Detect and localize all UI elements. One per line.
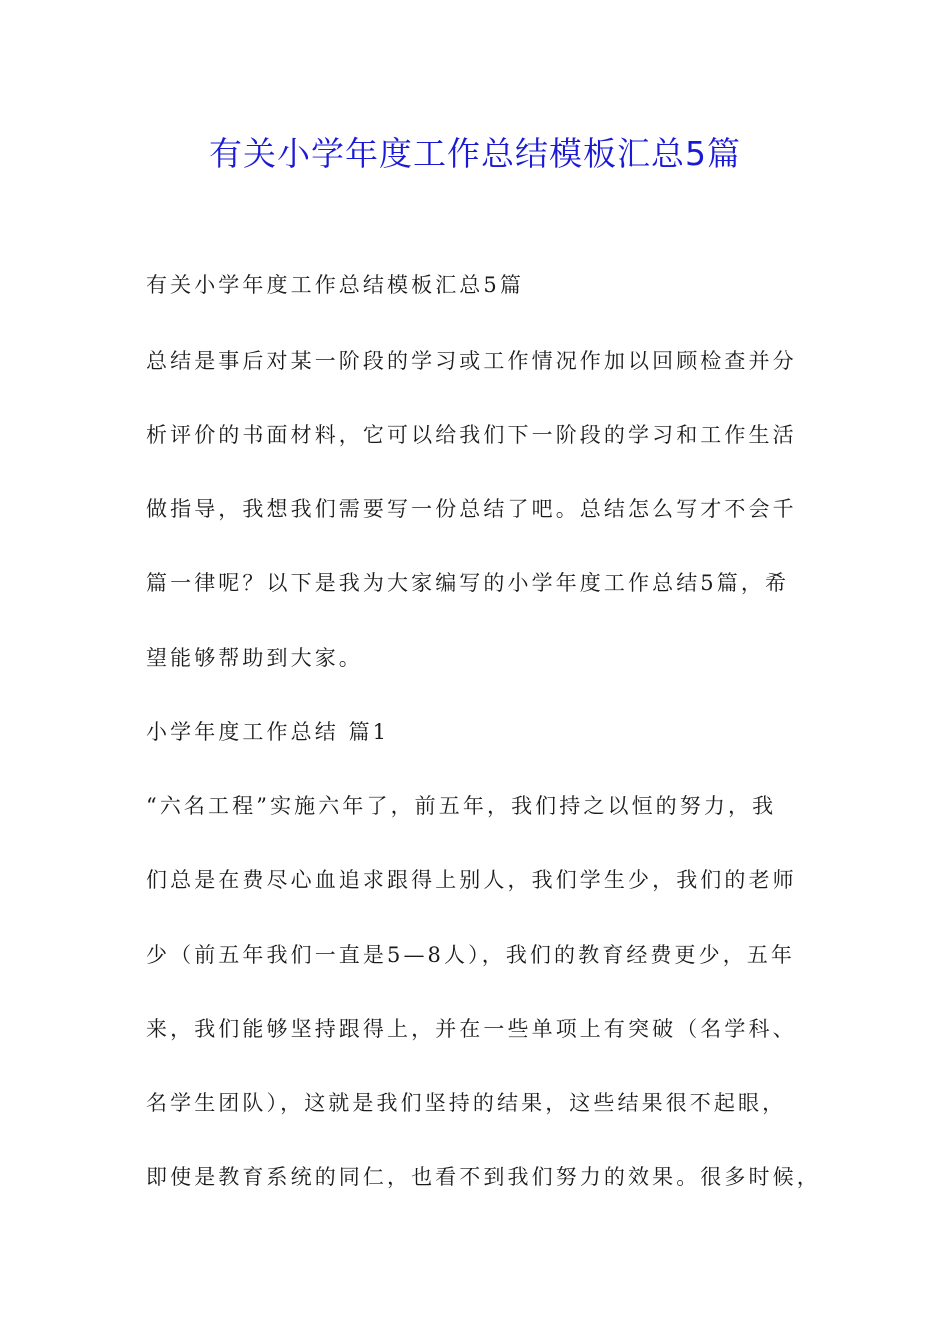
body-line: 名学生团队），这就是我们坚持的结果，这些结果很不起眼， (146, 1091, 787, 1115)
body-line: 做指导，我想我们需要写一份总结了吧。总结怎么写才不会千 (146, 497, 797, 521)
body-line: 们总是在费尽心血追求跟得上别人，我们学生少，我们的老师 (146, 868, 797, 892)
body-line: 即使是教育系统的同仁，也看不到我们努力的效果。很多时候， (146, 1165, 821, 1189)
document-title: 有关小学年度工作总结模板汇总5篇 (209, 134, 741, 173)
body-line: 总结是事后对某一阶段的学习或工作情况作加以回顾检查并分 (146, 349, 797, 373)
section-heading: 小学年度工作总结 篇1 (146, 720, 390, 744)
body-line: 望能够帮助到大家。 (146, 646, 363, 670)
body-line: 少（前五年我们一直是5—8人），我们的教育经费更少，五年 (146, 943, 796, 967)
body-line: 篇一律呢？以下是我为大家编写的小学年度工作总结5篇，希 (146, 571, 790, 595)
subtitle-line: 有关小学年度工作总结模板汇总5篇 (146, 273, 524, 297)
body-line: 析评价的书面材料，它可以给我们下一阶段的学习和工作生活 (146, 423, 797, 447)
body-line: “六名工程”实施六年了，前五年，我们持之以恒的努力，我 (146, 794, 777, 818)
body-line: 来，我们能够坚持跟得上，并在一些单项上有突破（名学科、 (146, 1017, 797, 1041)
